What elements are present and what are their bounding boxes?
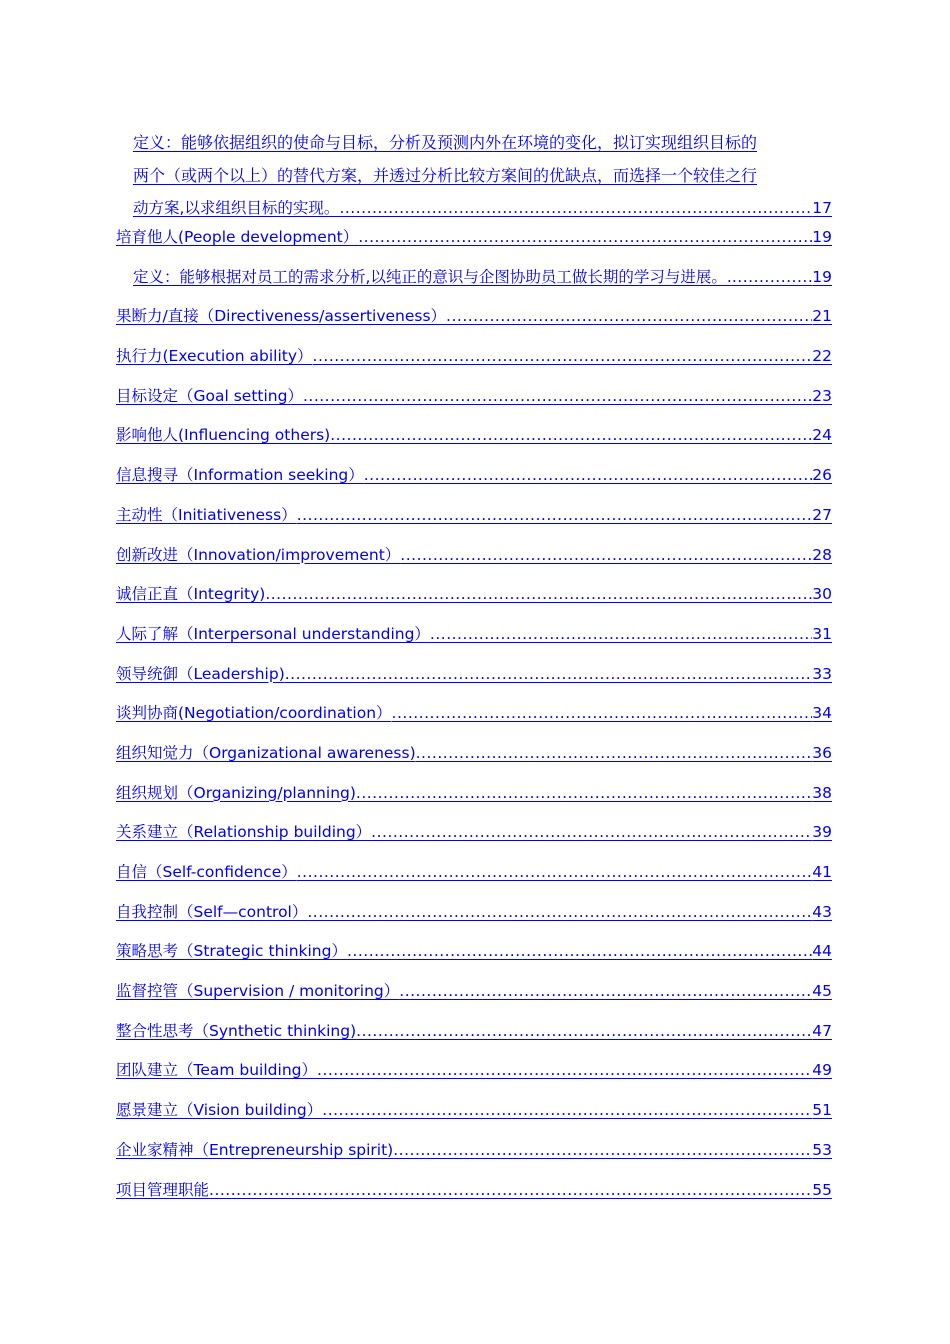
toc-entry[interactable] (116, 304, 832, 344)
toc-entry-label: 人际了解（Interpersonal understanding） (116, 624, 430, 643)
toc-dot-leader (416, 744, 813, 762)
toc-entry-label: 谈判协商(Negotiation/coordination） (116, 704, 392, 723)
toc-page-number: 22 (812, 347, 832, 366)
toc-page-number: 27 (812, 505, 832, 524)
toc-entry[interactable] (116, 900, 832, 940)
toc-dot-leader (358, 228, 812, 246)
toc-definition-line[interactable]: 定义：能够依据组织的使命与目标，分析及预测内外在环境的变化，拟订实现组织目标的 (133, 133, 758, 152)
toc-page-number: 36 (812, 743, 832, 762)
toc-dot-leader (371, 823, 812, 841)
toc-dot-leader (209, 1181, 812, 1199)
toc-page-number: 31 (812, 624, 832, 643)
toc-page-number: 49 (812, 1061, 832, 1080)
toc-entry[interactable] (116, 1178, 832, 1218)
toc-entry-label: 创新改进（Innovation/improvement） (116, 545, 401, 564)
toc-entry-label: 定义：能够根据对员工的需求分析,以纯正的意识与企图协助员工做长期的学习与进展。. (133, 267, 732, 286)
toc-dot-leader (364, 466, 813, 484)
toc-dot-leader (313, 347, 813, 365)
toc-entry-label: 自我控制（Self—control） (116, 902, 308, 921)
toc-page-number: 45 (812, 982, 832, 1001)
toc-entry-label: 企业家精神（Entrepreneurship spirit) (116, 1140, 394, 1159)
toc-page-number: 26 (812, 466, 832, 485)
toc-dot-leader (322, 1101, 812, 1119)
toc-page-number: 47 (812, 1021, 832, 1040)
toc-dot-leader (430, 625, 812, 643)
toc-dot-leader (285, 665, 813, 683)
toc-entry[interactable] (116, 225, 832, 265)
toc-entry-label: 愿景建立（Vision building） (116, 1101, 323, 1120)
toc-entry-label: 动方案,以求组织目标的实现。 (133, 199, 340, 217)
toc-entry[interactable] (116, 820, 832, 860)
toc-entry-label: 项目管理职能 (116, 1180, 210, 1199)
toc-dot-leader (392, 704, 813, 722)
toc-entry-label: 影响他人(Influencing others) (116, 426, 331, 445)
toc-dot-leader (356, 1022, 812, 1040)
toc-dot-leader (399, 982, 812, 1000)
toc-page-number: 38 (812, 783, 832, 802)
table-of-contents (116, 126, 832, 1217)
toc-entry[interactable] (116, 463, 832, 503)
toc-page-number: 43 (812, 902, 832, 921)
toc-entry-label: 果断力/直接（Directiveness/assertiveness） (116, 307, 447, 326)
toc-entry[interactable] (116, 860, 832, 900)
toc-entry[interactable] (116, 1019, 832, 1059)
toc-entry[interactable] (116, 741, 832, 781)
toc-dot-leader (347, 942, 812, 960)
toc-entry[interactable] (116, 1058, 832, 1098)
toc-entry-list (116, 225, 832, 1217)
toc-dot-leader (356, 784, 812, 802)
toc-dot-leader (400, 546, 812, 564)
toc-entry[interactable] (116, 344, 832, 384)
toc-entry-label: 信息搜寻（Information seeking） (116, 466, 364, 485)
toc-entry[interactable] (116, 939, 832, 979)
toc-page-number: 53 (812, 1140, 832, 1159)
toc-definition-last-line[interactable] (133, 192, 832, 225)
toc-page-number: 34 (812, 704, 832, 723)
toc-page-number: 24 (812, 426, 832, 445)
toc-entry[interactable] (116, 384, 832, 424)
toc-dot-leader (297, 863, 813, 881)
toc-dot-leader (303, 387, 812, 405)
toc-entry[interactable] (116, 701, 832, 741)
toc-entry-label: 整合性思考（Synthetic thinking) (116, 1021, 357, 1040)
toc-page-number: 30 (812, 585, 832, 604)
toc-entry[interactable] (116, 781, 832, 821)
toc-page-number: 44 (812, 942, 832, 961)
toc-entry[interactable] (116, 662, 832, 702)
toc-dot-leader (265, 585, 812, 603)
toc-page-number: 55 (812, 1180, 832, 1199)
toc-entry[interactable] (133, 265, 832, 305)
toc-entry-label: 诚信正直（Integrity) (116, 585, 266, 604)
toc-entry-label: 执行力(Execution ability） (116, 347, 313, 366)
toc-dot-leader (339, 192, 812, 225)
toc-entry[interactable] (116, 503, 832, 543)
toc-dot-leader (307, 903, 812, 921)
toc-page-number: 41 (812, 863, 832, 881)
toc-entry-label: 培育他人(People development） (116, 228, 359, 246)
toc-page-number: 19 (812, 267, 832, 286)
toc-dot-leader (330, 426, 812, 444)
toc-entry[interactable] (116, 622, 832, 662)
toc-entry-label: 主动性（Initiativeness） (116, 505, 297, 524)
toc-definition-line[interactable]: 两个（或两个以上）的替代方案，并透过分析比较方案间的优缺点，而选择一个较佳之行 (133, 166, 758, 185)
toc-entry[interactable] (116, 423, 832, 463)
toc-page-number: 21 (812, 307, 832, 326)
toc-page-number: 39 (812, 823, 832, 842)
toc-dot-leader (393, 1141, 812, 1159)
toc-entry[interactable] (116, 543, 832, 583)
toc-entry-label: 关系建立（Relationship building） (116, 823, 372, 842)
toc-page-number: 33 (812, 664, 832, 683)
toc-dot-leader (446, 307, 812, 325)
toc-entry-label: 领导统御（Leadership) (116, 664, 285, 683)
toc-entry[interactable] (116, 1098, 832, 1138)
toc-page-number: 17 (812, 199, 832, 217)
toc-entry-label: 策略思考（Strategic thinking） (116, 942, 347, 961)
toc-entry[interactable] (116, 979, 832, 1019)
toc-entry[interactable] (116, 1138, 832, 1178)
toc-page-number: 28 (812, 545, 832, 564)
toc-entry-label: 组织知觉力（Organizational awareness) (116, 743, 416, 762)
toc-entry-label: 组织规划（Organizing/planning) (116, 783, 356, 802)
toc-entry-label: 监督控管（Supervision / monitoring） (116, 982, 400, 1001)
toc-entry-label: 目标设定（Goal setting） (116, 386, 303, 405)
toc-entry[interactable] (116, 582, 832, 622)
toc-page-number: 23 (812, 386, 832, 405)
toc-page-number: 51 (812, 1101, 832, 1120)
toc-page-number: 19 (812, 228, 832, 246)
toc-entry-label: 团队建立（Team building） (116, 1061, 317, 1080)
toc-dot-leader (297, 506, 813, 524)
toc-definition-entry[interactable] (133, 126, 832, 225)
toc-dot-leader (317, 1061, 812, 1079)
toc-entry-label: 自信（Self-confidence） (116, 863, 297, 881)
toc-dot-leader (732, 268, 812, 286)
